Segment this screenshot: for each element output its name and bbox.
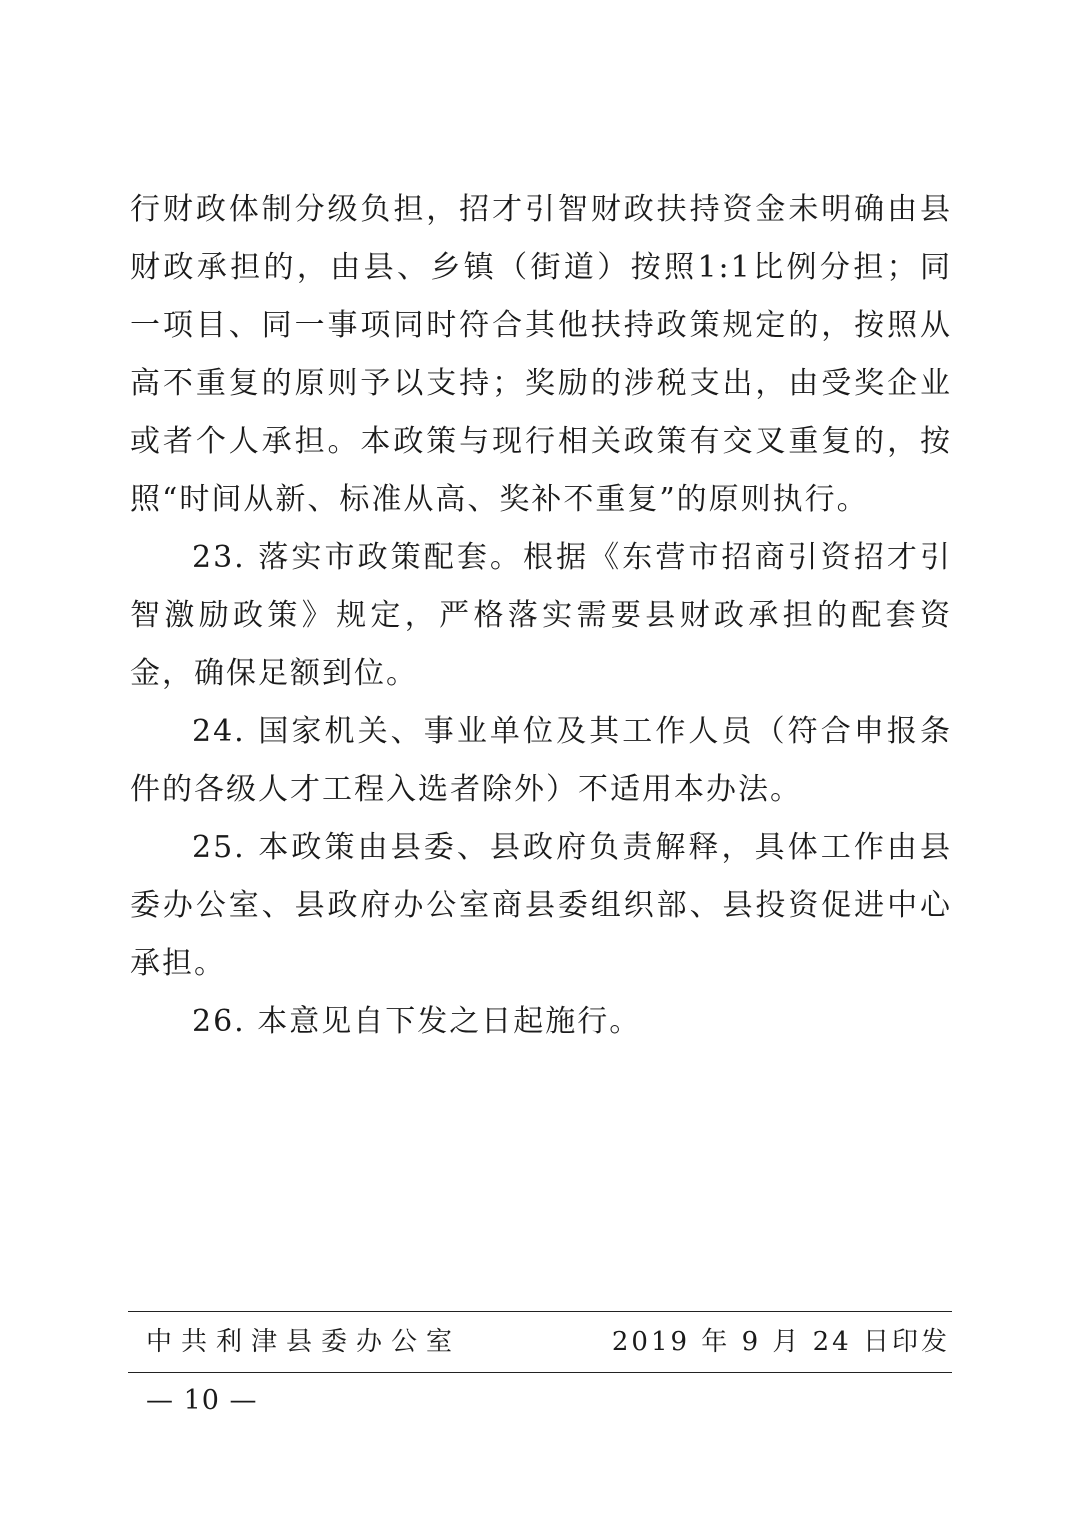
- document-body: [130, 181, 952, 1051]
- paragraph-item-23: 23. 落实市政策配套。根据《东营市招商引资招才引智激励政策》规定，严格落实需要县财政承担的配套资金，确保足额到位。: [130, 540, 952, 691]
- page-number: — 10 —: [146, 1385, 258, 1416]
- footer-issuer: 中共利津县委办公室: [146, 1327, 462, 1357]
- paragraph-item-24: 24. 国家机关、事业单位及其工作人员（符合申报条件的各级人才工程入选者除外）不适用本办法。: [130, 714, 952, 807]
- footer-divider-top: [128, 1311, 952, 1312]
- footer-print-date: 2019 年 9 月 24 日印发: [611, 1327, 950, 1357]
- paragraph-item-25: 25. 本政策由县委、县政府负责解释，具体工作由县委办公室、县政府办公室商县委组织部、县投资促进中心承担。: [130, 830, 952, 981]
- paragraph-continuation: 行财政体制分级负担，招才引智财政扶持资金未明确由县财政承担的，由县、乡镇（街道）按照1:1比例分担；同一项目、同一事项同时符合其他扶持政策规定的，按照从高不重复的原则予以支持；奖励的涉税支出，由受奖企业或者个人承担。本政策与现行相关政策有交叉重复的，按照“时间从新、标准从高、奖补不重复”的原则执行。: [130, 192, 952, 517]
- footer-divider-bottom: [128, 1372, 952, 1373]
- paragraph-item-26: 26. 本意见自下发之日起施行。: [192, 1004, 642, 1039]
